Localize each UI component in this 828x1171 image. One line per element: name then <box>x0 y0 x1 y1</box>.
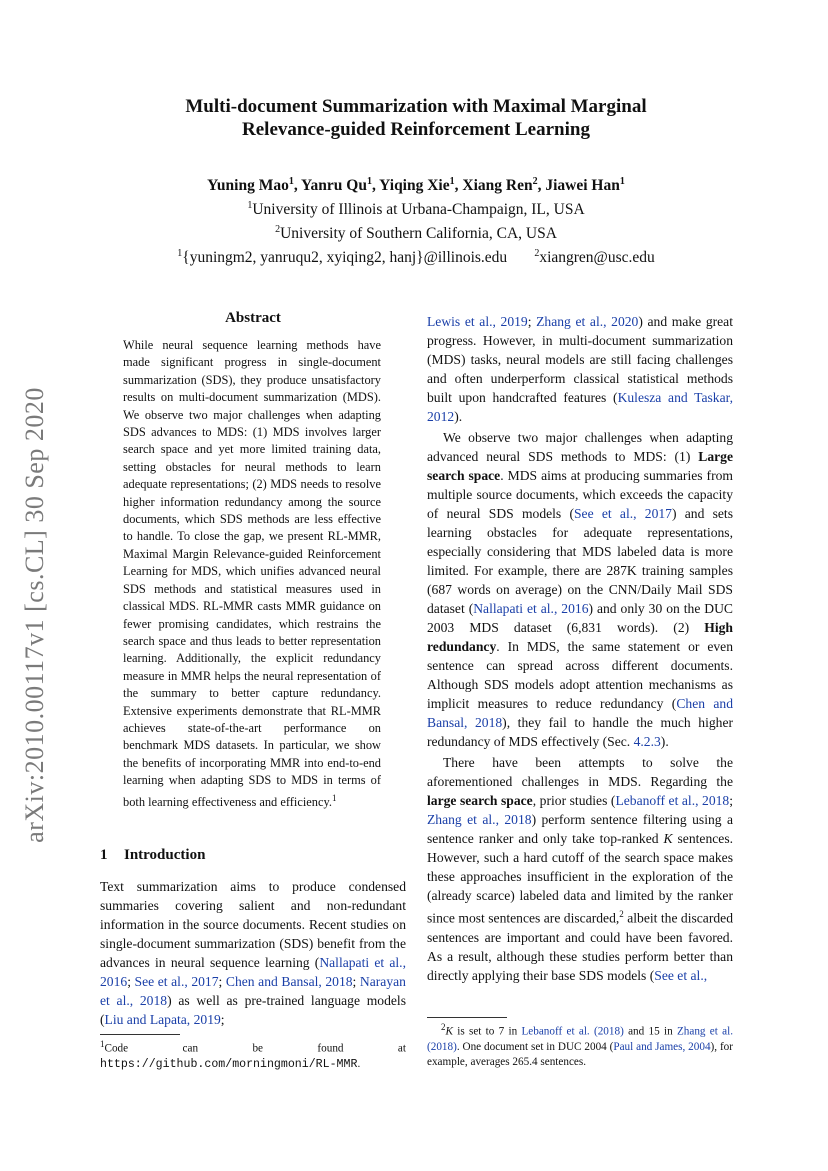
author-name: Yuning Mao <box>207 177 289 195</box>
affiliation-1: $^1$University of Illinois at Urbana-Champaign, IL, USA <box>247 200 585 219</box>
title-line-2: Relevance-guided Reinforcement Learning <box>242 119 590 140</box>
citation-link[interactable]: Lebanoff et al., 2018 <box>615 793 730 808</box>
email[interactable]: {yuningm2, yanruqu2, xyiqing2, hanj}@illinois.edu <box>182 249 508 267</box>
abstract-text: While neural sequence learning methods have made significant progress in single-document summarization (SDS), they produce unsatisfactory results on multi-document summarization (MDS). We observe two major challenges when adapting SDS advances to MDS: (1) MDS involves larger search space and yet more limited training data, setting obstacles for neural methods to learn adequate representations; (2) MDS needs to resolve higher information redundancy among the source documents, which SDS methods are less effective to handle. To close the gap, we present RL-MMR, Maximal Margin Relevance-guided Reinforcement Learning for MDS, which unifies advanced neural SDS methods and statistical measures used in classical MDS. RL-MMR casts MMR guidance on fewer promising candidates, which restrains the search space and thus leads to better representation learning. Additionally, the explicit redundancy measure in MMR helps the neural representation of the summary to better capture redundancy. Extensive experiments demonstrate that RL-MMR achieves state-of-the-art performance on benchmark MDS datasets. In particular, we show the benefits of incorporating MMR into end-to-end learning when adapting SDS to MDS in terms of both learning effectiveness and efficiency. <box>123 338 381 809</box>
footnote-rule <box>427 1017 507 1018</box>
section-link[interactable]: 4.2.3 <box>633 734 661 749</box>
citation-link[interactable]: Chen and Bansal, 2018 <box>427 696 733 730</box>
text: is set to 7 in <box>452 1025 522 1038</box>
author-name: Jiawei Han <box>545 177 620 195</box>
section-heading-introduction <box>100 847 205 864</box>
citation-link[interactable]: Paul and James, 2004 <box>613 1040 711 1053</box>
text: ) perform sentence filtering using a sentence ranker and only take top-ranked <box>427 812 734 846</box>
citation-link[interactable]: Chen and Bansal, 2018 <box>225 974 353 989</box>
intro-paragraph-2 <box>427 428 733 751</box>
text: . <box>357 1057 361 1070</box>
math-var: K <box>663 831 673 846</box>
text: ). <box>454 409 463 424</box>
paper-title <box>100 95 732 141</box>
citation-link[interactable]: Lebanoff et al. (2018) <box>521 1025 624 1038</box>
text: sentences. However, such a hard cutoff of the search space makes these approaches insufficient in the exploration of the (already scarce) labeled data and limited by the ranker since most sentences are discarded, <box>427 831 734 926</box>
abstract-body <box>123 337 381 811</box>
text: ) as well as pre-trained language models ( <box>100 993 406 1027</box>
footnote-mark[interactable]: 1 <box>331 792 337 803</box>
text: We observe two major challenges when adapting advanced neural SDS methods to MDS: (1) <box>427 430 733 464</box>
bold-term: large search space <box>427 793 533 808</box>
footnote-mark[interactable]: 2 <box>619 909 624 919</box>
text: ), for example, averages 265.4 sentences. <box>427 1040 733 1068</box>
arxiv-id: arXiv:2010.00117v1 [cs.CL] 30 Sep 2020 <box>20 387 49 843</box>
text: Code can be found at <box>104 1042 406 1055</box>
text: . MDS aims at producing summaries from multiple source documents, which exceeds the capacity of neural SDS models ( <box>427 468 733 521</box>
author-name: Xiang Ren <box>462 177 533 195</box>
affiliation-text: University of Illinois at Urbana-Champaign, IL, USA <box>252 201 585 219</box>
text: albeit the discarded sentences are important and could have been favored. As a result, although these studies perform better than directly applying their base SDS models ( <box>427 910 733 983</box>
footnote-number: 1 <box>100 1039 105 1049</box>
section-number: 1 <box>100 847 108 863</box>
footnote-rule <box>100 1034 180 1035</box>
text: There have been attempts to solve the aforementioned challenges in MDS. Regarding the <box>427 755 733 789</box>
text: ), they fail to handle the much higher redundancy of MDS effectively (Sec. <box>427 715 734 749</box>
intro-left-column <box>100 877 406 1029</box>
text: . One document set in DUC 2004 ( <box>456 1040 614 1053</box>
footnote-1 <box>100 1037 406 1072</box>
bold-term: Large search space <box>427 449 733 483</box>
abstract-heading: Abstract <box>225 310 281 326</box>
text: , prior studies ( <box>532 793 616 808</box>
text: . In MDS, the same statement or even sentence can spread across different documents. Although SDS models adopt attention mechanisms as implicit measures to reduce redundancy ( <box>427 639 733 711</box>
email[interactable]: xiangren@usc.edu <box>539 249 655 267</box>
citation-link[interactable]: Lewis et al., 2019 <box>427 314 528 329</box>
text: Text summarization aims to produce condensed summaries covering salient and non-redundant information in the source documents. Recent studies on single-document summarization (SDS) benefit from the advances in neural sequence learning ( <box>100 879 406 970</box>
author-name: Yanru Qu <box>301 177 367 195</box>
text: ). <box>660 734 669 749</box>
arxiv-stamp <box>10 365 60 865</box>
text: ) and only 30 on the DUC 2003 MDS dataset (6,831 words). (2) <box>427 601 733 635</box>
title-line-1: Multi-document Summarization with Maximal Marginal <box>185 96 647 117</box>
affiliation-2: $^2$University of Southern California, CA, USA <box>275 224 557 243</box>
citation-link[interactable]: See et al., 2017 <box>134 974 219 989</box>
text: ) and sets learning obstacles for adequate representations, especially considering that MDS labeled data is more limited. For example, there are 287K training samples (687 words on average) on the CNN/Daily Mail SDS dataset ( <box>427 506 733 616</box>
author-name: Yiqing Xie <box>379 177 450 195</box>
intro-paragraph-1-cont: Lewis et al., 2019; Zhang et al., 2020) and make great progress. However, in multi-document summarization (MDS) tasks, neural models are still facing challenges and often underperform classical statistical methods built upon handcrafted features (Kulesza and Taskar, 2012). <box>427 314 733 424</box>
citation-link[interactable]: Zhang et al. (2018) <box>427 1025 733 1053</box>
author-block <box>100 172 732 269</box>
text: and 15 in <box>623 1025 677 1038</box>
citation-link[interactable]: Zhang et al., 2018 <box>427 812 532 827</box>
affiliation-text: University of Southern California, CA, USA <box>280 225 557 243</box>
citation-link[interactable]: See et al., <box>654 967 708 983</box>
citation-link[interactable]: Nallapati et al., 2016 <box>473 601 589 616</box>
bold-term: High redundancy <box>427 620 733 654</box>
text: ) and make great progress. However, in multi-document summarization (MDS) tasks, neural models are still facing challenges and often underperform classical statistical methods built upon handcrafted features ( <box>427 314 733 405</box>
section-title: Introduction <box>124 847 206 863</box>
intro-paragraph-1: Text summarization aims to produce condensed summaries covering salient and non-redundant information in the source documents. Recent studies on single-document summarization (SDS) benefit from the advances in neural sequence learning (Nallapati et al., 2016; See et al., 2017; Chen and Bansal, 2018; Narayan et al., 2018) as well as pre-trained language models (Liu and Lapata, 2019; <box>100 879 406 1027</box>
intro-paragraph-3: There have been attempts to solve the aforementioned challenges in MDS. Regarding the large search space, prior studies (Lebanoff et al., 2018; Zhang et al., 2018) perform sentence filtering using a sentence ranker and only take top-ranked K sentences. However, such a hard cutoff of the search space makes these approaches insufficient in the exploration of the (already scarce) labeled data and limited by the ranker since most sentences are discarded,$^2$ albeit the discarded sentences are important and could have been favored. As a result, although these studies perform better than directly applying their base SDS models (See et al., <box>427 755 734 983</box>
author-names: Yuning Mao$^1$, Yanru Qu$^1$, Yiqing Xie$^1$, Xiang Ren$^2$, Jiawei Han$^1$ <box>207 176 625 195</box>
citation-link[interactable]: Kulesza and Taskar, 2012 <box>427 390 733 424</box>
citation-link[interactable]: Liu and Lapata, 2019 <box>104 1012 221 1027</box>
intro-right-column <box>427 312 733 985</box>
citation-link[interactable]: Zhang et al., 2020 <box>536 314 639 329</box>
author-emails: $^1${yuningm2, yanruqu2, xyiqing2, hanj}@illinois.edu $^2$xiangren@usc.edu <box>177 248 655 267</box>
citation-link[interactable]: Nallapati et al., 2016 <box>100 955 406 989</box>
citation-link[interactable]: Narayan et al., 2018 <box>100 974 406 1008</box>
code-url[interactable]: https://github.com/morningmoni/RL-MMR <box>100 1057 358 1071</box>
footnote-number: 2 <box>441 1022 446 1032</box>
citation-link[interactable]: See et al., 2017 <box>574 506 672 521</box>
footnote-2: $^2$K is set to 7 in Lebanoff et al. (2018) and 15 in Zhang et al. (2018). One document set in DUC 2004 (Paul and James, 2004), for example, averages 265.4 sentences. <box>427 1022 733 1068</box>
